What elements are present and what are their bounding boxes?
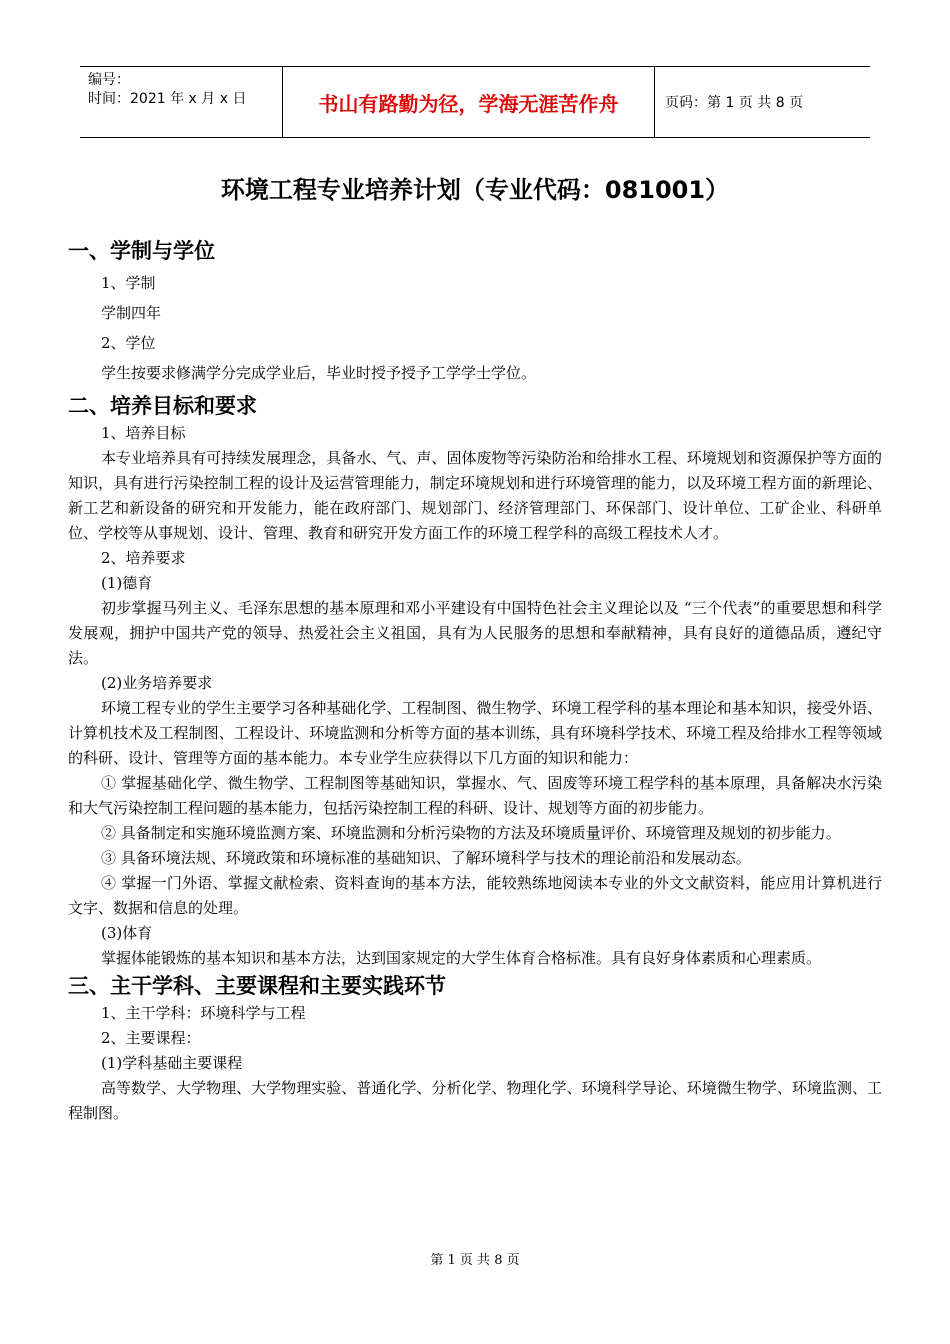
- paragraph: ② 具备制定和实施环境监测方案、环境监测和分析污染物的方法及环境质量评价、环境管理及规划的初步能力。: [101, 824, 841, 842]
- date-label: 时间：2021 年 x 月 x 日: [88, 91, 247, 107]
- section-heading: 三、主干学科、主要课程和主要实践环节: [68, 974, 446, 998]
- paragraph: 1、主干学科：环境科学与工程: [101, 1004, 306, 1022]
- paragraph: 掌握体能锻炼的基本知识和基本方法，达到国家规定的大学生体育合格标准。具有良好身体素质和心理素质。: [101, 949, 822, 967]
- section-heading: 一、学制与学位: [68, 239, 215, 263]
- paragraph: 2、主要课程：: [101, 1029, 201, 1047]
- section-heading: 二、培养目标和要求: [68, 394, 257, 418]
- paragraph: 初步掌握马列主义、毛泽东思想的基本原理和邓小平建设有中国特色社会主义理论以及 “三个代表”的重要思想和科学发展观，拥护中国共产党的领导、热爱社会主义祖国，具有为人民服务的思想和奉献精神，具有良好的道德品质，遵纪守法。: [68, 599, 882, 667]
- header-meta: [80, 67, 282, 137]
- paragraph: ③ 具备环境法规、环境政策和环境标准的基础知识、了解环境科学与技术的理论前沿和发展动态。: [101, 849, 751, 867]
- page-footer: 第 1 页 共 8 页: [430, 1253, 520, 1268]
- paragraph: ④ 掌握一门外语、掌握文献检索、资料查询的基本方法，能较熟练地阅读本专业的外文文献资料，能应用计算机进行文字、数据和信息的处理。: [68, 874, 882, 917]
- header-motto: 书山有路勤为径，学海无涯苦作舟: [282, 67, 655, 137]
- paragraph: 高等数学、大学物理、大学物理实验、普通化学、分析化学、物理化学、环境科学导论、环境微生物学、环境监测、工程制图。: [68, 1079, 882, 1122]
- paragraph: 学生按要求修满学分完成学业后，毕业时授予授予工学学士学位。: [101, 364, 537, 382]
- paragraph: ① 掌握基础化学、微生物学、工程制图等基础知识，掌握水、气、固废等环境工程学科的基本原理，具备解决水污染和大气污染控制工程问题的基本能力，包括污染控制工程的科研、设计、规划等方面的初步能力。: [68, 774, 882, 817]
- paragraph: 学制四年: [101, 304, 162, 322]
- paragraph: 1、学制: [101, 274, 156, 292]
- paragraph: 2、学位: [101, 334, 156, 352]
- document-title: 环境工程专业培养计划（专业代码：081001）: [220, 176, 730, 204]
- paragraph: (1)德育: [101, 574, 153, 592]
- paragraph: (2)业务培养要求: [101, 674, 213, 692]
- paragraph: 本专业培养具有可持续发展理念，具备水、气、声、固体废物等污染防治和给排水工程、环境规划和资源保护等方面的知识，具有进行污染控制工程的设计及运营管理能力，制定环境规划和进行环境管理的能力，以及环境工程方面的新理论、新工艺和新设备的研究和开发能力，能在政府部门、规划部门、经济管理部门、环保部门、设计单位、工矿企业、科研单位、学校等从事规划、设计、管理、教育和研究开发方面工作的环境工程学科的高级工程技术人才。: [68, 449, 882, 542]
- number-label: 编号：: [88, 72, 130, 88]
- document-header: [80, 66, 870, 138]
- paragraph: (3)体育: [101, 924, 153, 942]
- paragraph: (1)学科基础主要课程: [101, 1054, 243, 1072]
- document-body: [68, 236, 882, 1126]
- header-page-label: 页码：第 1 页 共 8 页: [665, 95, 804, 111]
- paragraph: 2、培养要求: [101, 549, 186, 567]
- paragraph: 1、培养目标: [101, 424, 186, 442]
- paragraph: 环境工程专业的学生主要学习各种基础化学、工程制图、微生物学、环境工程学科的基本理论和基本知识，接受外语、计算机技术及工程制图、工程设计、环境监测和分析等方面的基本训练，具有环境科学技术、环境工程及给排水工程等领域的科研、设计、管理等方面的基本能力。本专业学生应获得以下几方面的知识和能力：: [68, 699, 882, 767]
